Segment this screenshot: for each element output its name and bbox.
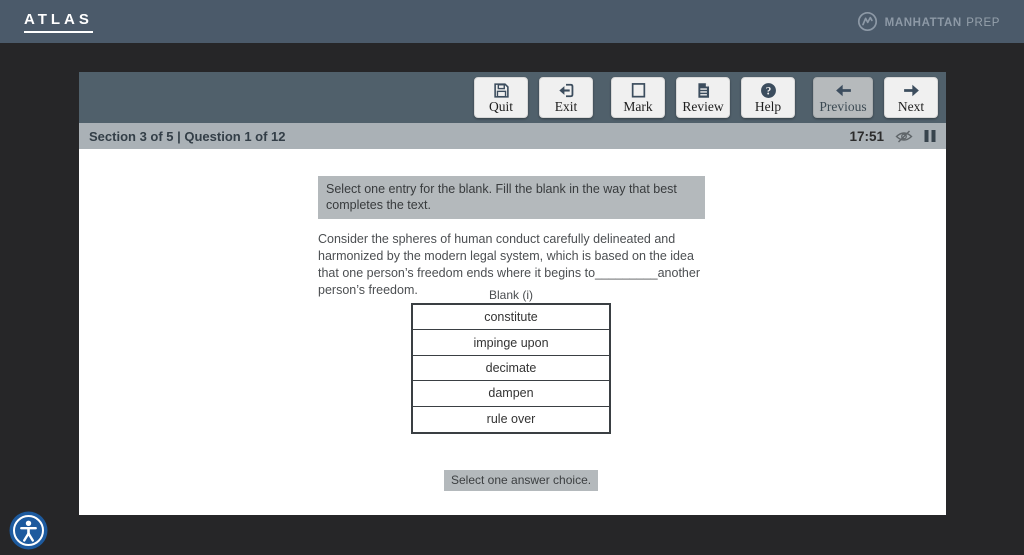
question-button-group <box>611 77 795 118</box>
answer-choice[interactable]: constitute <box>413 305 609 330</box>
svg-text:?: ? <box>765 84 771 97</box>
next-button[interactable] <box>884 77 938 118</box>
answer-choice[interactable]: impinge upon <box>413 330 609 355</box>
exit-button-label: Exit <box>554 98 578 114</box>
answer-choice[interactable]: rule over <box>486 412 536 427</box>
page-background <box>0 43 1024 515</box>
review-button[interactable] <box>676 77 730 118</box>
help-button-label: Help <box>754 98 782 114</box>
app-header <box>0 0 1024 43</box>
pause-icon[interactable] <box>924 129 936 143</box>
question-passage: Consider the spheres of human conduct carefully delineated and harmonized by the modern legal system, which is based on the idea that one person’s freedom ends where it begins to_________another person’s freedom. <box>318 232 700 297</box>
save-icon <box>493 82 510 99</box>
section-progress: Section 3 of 5 | Question 1 of 12 <box>89 128 286 144</box>
accessibility-icon <box>9 511 48 550</box>
test-window <box>79 72 946 515</box>
session-button-group <box>474 77 593 118</box>
exit-arrow-icon <box>557 82 575 99</box>
answer-choice[interactable]: dampen <box>413 381 609 406</box>
arrow-right-icon <box>902 82 921 99</box>
question-area <box>79 149 946 515</box>
quit-button-label: Quit <box>488 98 513 114</box>
quit-button[interactable] <box>474 77 528 118</box>
timer: 17:51 <box>849 128 884 144</box>
checkbox-icon <box>630 82 647 99</box>
mark-button-label: Mark <box>623 98 653 114</box>
atlas-logo[interactable]: ATLAS <box>24 11 93 33</box>
blank-label: Blank (i) <box>488 288 533 302</box>
question-directions: Select one entry for the blank. Fill the blank in the way that best completes the text. <box>318 176 705 219</box>
document-icon <box>695 82 712 99</box>
manhattan-prep-mountain-icon <box>857 11 878 32</box>
manhattan-label: MANHATTAN <box>884 16 962 29</box>
status-bar <box>79 123 946 149</box>
eye-off-icon[interactable] <box>895 130 913 143</box>
answer-choice-table <box>411 303 611 434</box>
next-button-label: Next <box>897 98 925 114</box>
answer-instruction-note: Select one answer choice. <box>444 470 598 491</box>
help-button[interactable] <box>741 77 795 118</box>
accessibility-widget-button[interactable] <box>9 511 48 550</box>
manhattan-prep-logo <box>857 11 1000 32</box>
arrow-left-icon <box>834 82 853 99</box>
test-toolbar <box>79 72 946 123</box>
question-icon <box>760 82 777 99</box>
nav-button-group <box>813 77 938 118</box>
previous-button[interactable] <box>813 77 873 118</box>
previous-button-label: Previous <box>819 98 867 114</box>
prep-label: PREP <box>966 16 1000 29</box>
mark-button[interactable] <box>611 77 665 118</box>
exit-button[interactable] <box>539 77 593 118</box>
answer-choice[interactable]: decimate <box>413 356 609 381</box>
review-button-label: Review <box>682 98 724 114</box>
